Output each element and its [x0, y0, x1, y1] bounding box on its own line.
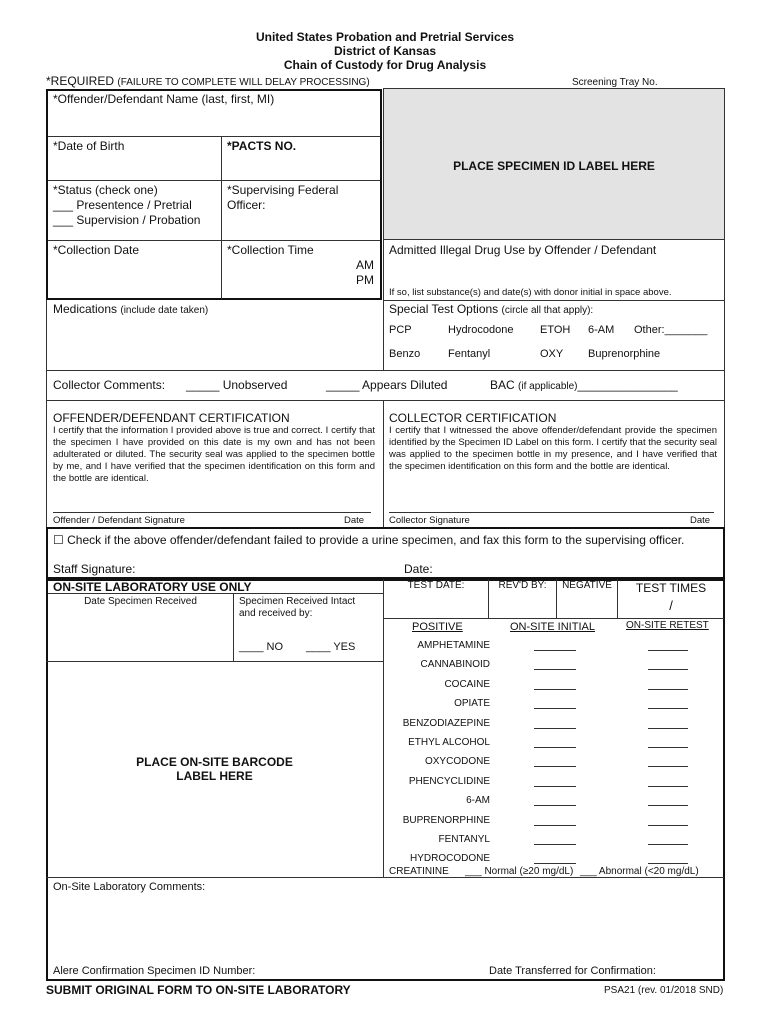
unobserved-option[interactable]: _____ Unobserved — [186, 378, 288, 392]
staff-signature-field[interactable]: Staff Signature: — [53, 562, 136, 576]
officer-field[interactable] — [227, 183, 338, 213]
bac-label: BAC — [490, 378, 515, 392]
barcode-label-area[interactable] — [46, 755, 383, 783]
drug-buprenorphine: BUPRENORPHINE — [402, 814, 490, 826]
required-line — [46, 74, 370, 88]
special-tests-note: (circle all that apply): — [501, 305, 594, 316]
form-title: Chain of Custody for Drug Analysis — [283, 58, 487, 72]
special-test-6am[interactable]: 6-AM — [588, 324, 615, 336]
onsite-initial-blank[interactable] — [534, 708, 576, 709]
status-field[interactable] — [53, 183, 200, 228]
special-test-other[interactable]: Other:_______ — [634, 324, 708, 336]
specimen-label-text: PLACE SPECIMEN ID LABEL HERE — [453, 159, 655, 173]
am-pm — [300, 258, 374, 288]
lab-comments-field[interactable]: On-Site Laboratory Comments: — [53, 881, 206, 893]
drug-cannabinoid: CANNABINOID — [420, 659, 490, 671]
intact-label-1: Specimen Received Intact — [239, 596, 356, 607]
status-label: *Status (check one) — [53, 183, 158, 197]
barcode-label-2: LABEL HERE — [176, 769, 253, 783]
dob-field[interactable]: *Date of Birth — [53, 139, 125, 153]
collector-cert-title: COLLECTOR CERTIFICATION — [389, 411, 557, 425]
special-tests-heading — [389, 302, 593, 316]
alere-id-field[interactable]: Alere Confirmation Specimen ID Number: — [53, 965, 256, 977]
onsite-initial-blank[interactable] — [534, 747, 576, 748]
onsite-retest-blank[interactable] — [648, 805, 688, 806]
status-option-presentence[interactable]: ___ Presentence / Pretrial — [53, 198, 192, 212]
special-test-benzo[interactable]: Benzo — [389, 348, 421, 360]
test-times-label: TEST TIMES — [635, 581, 707, 595]
received-intact-label — [239, 596, 355, 620]
am-option[interactable]: AM — [356, 258, 374, 272]
onsite-initial-blank[interactable] — [534, 689, 576, 690]
special-test-pcp[interactable]: PCP — [389, 324, 412, 336]
collector-cert-text: I certify that I witnessed the above offender/defendant provide the specimen identified by the Specimen ID Label on this form. I certify that the security seal was applied to the specimen bottle in my presence, and I have verified that the specimen identification on this form and the bottle are identical. — [389, 425, 717, 472]
intact-label-2: and received by: — [239, 608, 313, 619]
onsite-initial-blank[interactable] — [534, 766, 576, 767]
onsite-retest-header: ON-SITE RETEST — [626, 620, 709, 631]
creatinine-normal[interactable]: ___ Normal (≥20 mg/dL) — [465, 866, 574, 877]
onsite-retest-blank[interactable] — [648, 766, 688, 767]
onsite-initial-header: ON-SITE INITIAL — [510, 621, 595, 633]
onsite-initial-blank[interactable] — [534, 863, 576, 864]
pm-option[interactable]: PM — [356, 273, 374, 287]
failed-checkbox[interactable]: ☐ — [53, 533, 64, 547]
drug-opiate: OPIATE — [454, 698, 490, 710]
admitted-use-note: If so, list substance(s) and date(s) with donor initial in space above. — [389, 287, 672, 298]
special-test-buprenorphine[interactable]: Buprenorphine — [588, 348, 661, 360]
medications-note: (include date taken) — [120, 305, 209, 316]
onsite-retest-blank[interactable] — [648, 689, 688, 690]
special-test-etoh[interactable]: ETOH — [540, 324, 571, 336]
form-number: PSA21 (rev. 01/2018 SND) — [604, 985, 724, 996]
onsite-initial-blank[interactable] — [534, 728, 576, 729]
special-test-hydrocodone[interactable]: Hydrocodone — [448, 324, 514, 336]
name-field[interactable]: *Offender/Defendant Name (last, first, MI) — [53, 92, 275, 106]
drug-fentanyl: FENTANYL — [438, 833, 490, 845]
offender-cert-text: I certify that the information I provided above is true and correct. I certify that the specimen I have provided on this date is my own and has not been adulterated or diluted. The security seal was applied to the specimen bottle by me, and I have verified that the specimen identification on this form and the bottle are identical. — [53, 425, 375, 484]
submit-instruction: SUBMIT ORIGINAL FORM TO ON-SITE LABORATORY — [46, 983, 351, 997]
intact-yes-option[interactable]: ____ YES — [306, 641, 356, 653]
onsite-initial-blank[interactable] — [534, 825, 576, 826]
collection-date-field[interactable]: *Collection Date — [53, 243, 140, 257]
onsite-retest-blank[interactable] — [648, 825, 688, 826]
onsite-initial-blank[interactable] — [534, 844, 576, 845]
onsite-retest-blank[interactable] — [648, 708, 688, 709]
drug-list — [384, 636, 490, 869]
district-name: District of Kansas — [333, 44, 437, 58]
onsite-initial-blank[interactable] — [534, 669, 576, 670]
officer-label-1: *Supervising Federal — [227, 183, 339, 197]
collector-comments-label: Collector Comments: — [53, 378, 166, 392]
status-option-supervision[interactable]: ___ Supervision / Probation — [53, 213, 201, 227]
onsite-retest-blank[interactable] — [648, 747, 688, 748]
officer-label-2: Officer: — [227, 198, 266, 212]
date-received-field[interactable]: Date Specimen Received — [84, 596, 197, 607]
agency-name: United States Probation and Pretrial Services — [255, 30, 515, 44]
negative-field[interactable]: NEGATIVE — [562, 580, 612, 591]
onsite-retest-blank[interactable] — [648, 669, 688, 670]
collection-time-field[interactable]: *Collection Time — [227, 243, 314, 257]
barcode-label-1: PLACE ON-SITE BARCODE — [136, 755, 293, 769]
drug-6am: 6-AM — [466, 795, 490, 807]
admitted-use-field[interactable]: Admitted Illegal Drug Use by Offender / Defendant — [389, 243, 657, 257]
drug-oxycodone: OXYCODONE — [424, 756, 490, 768]
appears-diluted-option[interactable]: _____ Appears Diluted — [326, 378, 448, 392]
form-header — [0, 30, 770, 72]
drug-hydrocodone: HYDROCODONE — [409, 853, 490, 865]
onsite-initial-blank[interactable] — [534, 650, 576, 651]
collector-signature-line[interactable]: Collector Signature — [389, 515, 470, 526]
special-tests-label: Special Test Options — [389, 302, 499, 316]
positive-header: POSITIVE — [412, 621, 463, 633]
offender-signature-line[interactable]: Offender / Defendant Signature — [53, 515, 185, 526]
bac-blank: _______________ — [577, 378, 678, 392]
drug-cocaine: COCAINE — [444, 678, 490, 690]
bac-note: (if applicable) — [518, 381, 578, 392]
onsite-initial-blank[interactable] — [534, 805, 576, 806]
special-test-fentanyl[interactable]: Fentanyl — [448, 348, 491, 360]
bac-field[interactable] — [490, 378, 678, 392]
specimen-label-area[interactable] — [383, 88, 725, 240]
drug-amphetamine: AMPHETAMINE — [417, 640, 490, 651]
screening-tray-label: Screening Tray No. — [572, 77, 658, 88]
collector-date-line[interactable]: Date — [690, 515, 711, 526]
onsite-retest-blank[interactable] — [648, 844, 688, 845]
drug-phencyclidine: PHENCYCLIDINE — [408, 775, 490, 787]
drug-benzodiazepine: BENZODIAZEPINE — [402, 717, 490, 729]
required-prefix: *REQUIRED — [46, 74, 115, 88]
onsite-initial-blank[interactable] — [534, 786, 576, 787]
date-transferred-field[interactable]: Date Transferred for Confirmation: — [489, 965, 656, 977]
intact-no-option[interactable]: ____ NO — [239, 641, 284, 653]
failed-specimen-text: Check if the above offender/defendant failed to provide a urine specimen, and fax this form to the supervising officer. — [67, 533, 685, 547]
test-date-field[interactable]: TEST DATE: — [407, 580, 465, 591]
pacts-field[interactable]: *PACTS NO. — [227, 139, 297, 153]
drug-ethyl-alcohol: ETHYL ALCOHOL — [408, 736, 490, 748]
special-test-oxy[interactable]: OXY — [540, 348, 564, 360]
test-times-slash: / — [669, 598, 673, 613]
creatinine-label: CREATININE — [389, 866, 449, 877]
onsite-retest-blank[interactable] — [648, 786, 688, 787]
lab-title: ON-SITE LABORATORY USE ONLY — [53, 580, 252, 594]
offender-cert-title: OFFENDER/DEFENDANT CERTIFICATION — [53, 411, 290, 425]
revd-by-field[interactable]: REV'D BY: — [498, 580, 547, 591]
medications-field[interactable] — [53, 302, 208, 316]
failed-specimen-row[interactable] — [53, 533, 684, 547]
staff-date-field[interactable]: Date: — [404, 562, 433, 576]
creatinine-abnormal[interactable]: ___ Abnormal (<20 mg/dL) — [580, 866, 699, 877]
offender-date-line[interactable]: Date — [344, 515, 365, 526]
onsite-retest-blank[interactable] — [648, 728, 688, 729]
onsite-retest-blank[interactable] — [648, 863, 688, 864]
onsite-retest-blank[interactable] — [648, 650, 688, 651]
medications-label: Medications — [53, 302, 118, 316]
required-note: (FAILURE TO COMPLETE WILL DELAY PROCESSING) — [117, 77, 370, 88]
